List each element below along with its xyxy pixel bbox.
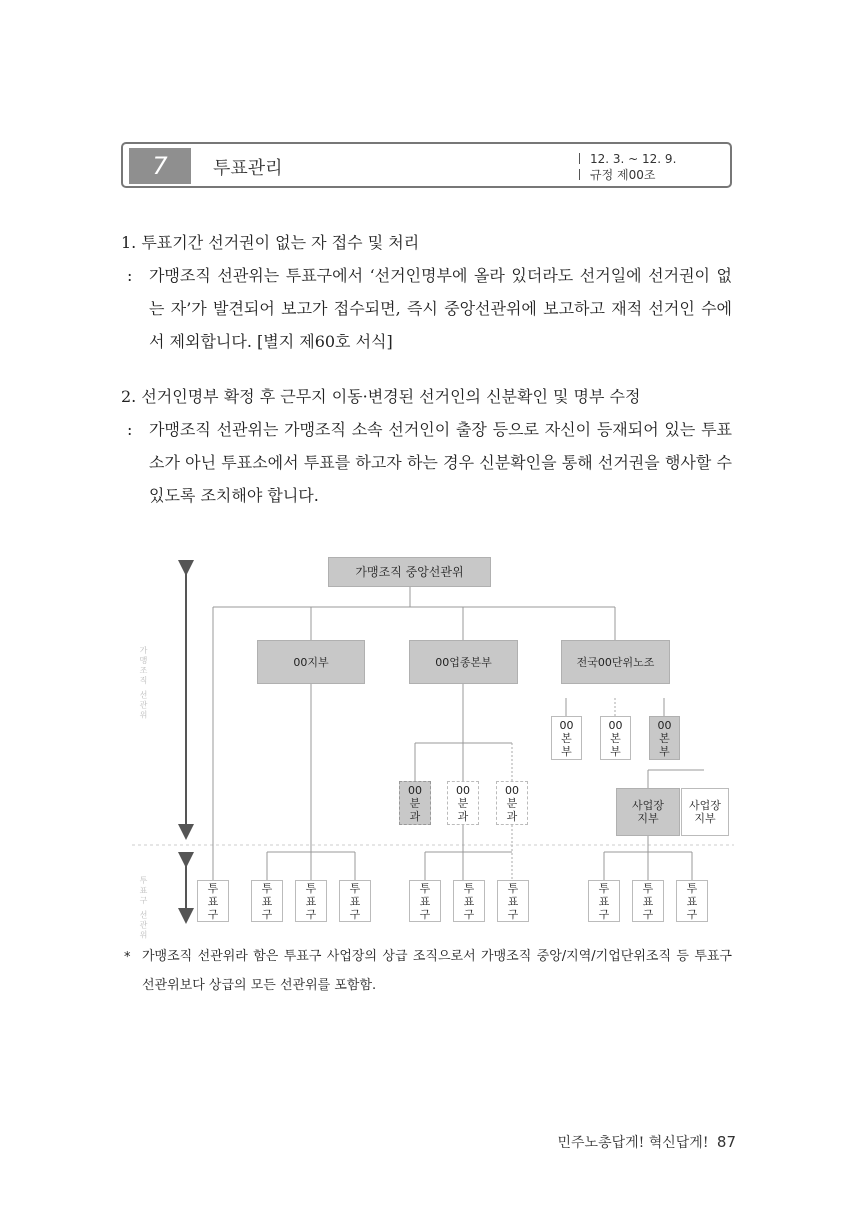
org-bungwa-box: 00 분 과 <box>447 781 479 825</box>
org-bungwa-box: 00 분 과 <box>399 781 431 825</box>
section-number: 7 <box>129 148 191 184</box>
org-site-branch-box: 사업장 지부 <box>681 788 729 836</box>
org-jibu-box: 00지부 <box>257 640 365 684</box>
footnote <box>124 942 732 1000</box>
org-tupyogu-box: 투 표 구 <box>497 880 529 922</box>
side-label-lower: 투표구 선관위 <box>139 876 148 941</box>
org-union-box: 전국00단위노조 <box>561 640 670 684</box>
org-bonbu-box: 00 본 부 <box>600 716 631 760</box>
org-upjong-box: 00업종본부 <box>409 640 518 684</box>
org-top-box: 가맹조직 중앙선관위 <box>328 557 491 587</box>
org-site-branch-box: 사업장 지부 <box>616 788 680 836</box>
footnote-text: 가맹조직 선관위라 함은 투표구 사업장의 상급 조직으로서 가맹조직 중앙/지역/기업단위조직 등 투표구 선관위보다 상급의 모든 선관위를 포함함. <box>142 949 732 993</box>
org-bonbu-box: 00 본 부 <box>551 716 582 760</box>
org-tupyogu-box: 투 표 구 <box>676 880 708 922</box>
org-tupyogu-box: 투 표 구 <box>339 880 371 922</box>
section-2-heading: 2. 선거인명부 확정 후 근무지 이동·변경된 선거인의 신분확인 및 명부 수정 <box>121 387 641 406</box>
section-title: 투표관리 <box>213 158 283 179</box>
page-number: 87 <box>716 1133 736 1151</box>
period: 12. 3. ~ 12. 9. <box>590 152 677 166</box>
org-tupyogu-box: 투 표 구 <box>588 880 620 922</box>
org-tupyogu-box: 투 표 구 <box>197 880 229 922</box>
page-footer <box>558 1132 737 1152</box>
org-tupyogu-box: 투 표 구 <box>295 880 327 922</box>
org-bonbu-box: 00 본 부 <box>649 716 680 760</box>
org-tupyogu-box: 투 표 구 <box>409 880 441 922</box>
section-2-body: : 가맹조직 선관위는 가맹조직 소속 선거인이 출장 등으로 자신이 등재되어 있는 투표소가 아닌 투표소에서 투표를 하고자 하는 경우 신분확인을 통해 선거권을 행사할 수 있도록 조치해야 합니다. <box>127 420 732 505</box>
section-1-heading: 1. 투표기간 선거권이 없는 자 접수 및 처리 <box>121 233 420 252</box>
rule-ref: 규정 제00조 <box>590 168 656 182</box>
org-bungwa-box: 00 분 과 <box>496 781 528 825</box>
org-tupyogu-box: 투 표 구 <box>632 880 664 922</box>
org-tupyogu-box: 투 표 구 <box>251 880 283 922</box>
side-label-upper: 가맹조직 선관위 <box>139 646 148 721</box>
section-1-body: : 가맹조직 선관위는 투표구에서 ‘선거인명부에 올라 있더라도 선거일에 선거권이 없는 자’가 발견되어 보고가 접수되면, 즉시 중앙선관위에 보고하고 재적 선거인 수에서 제외합니다. [별지 제60호 서식] <box>127 266 732 351</box>
footer-slogan: 민주노총답게! 혁신답게! <box>557 1135 709 1151</box>
org-tupyogu-box: 투 표 구 <box>453 880 485 922</box>
footnote-marker: * <box>124 950 131 965</box>
